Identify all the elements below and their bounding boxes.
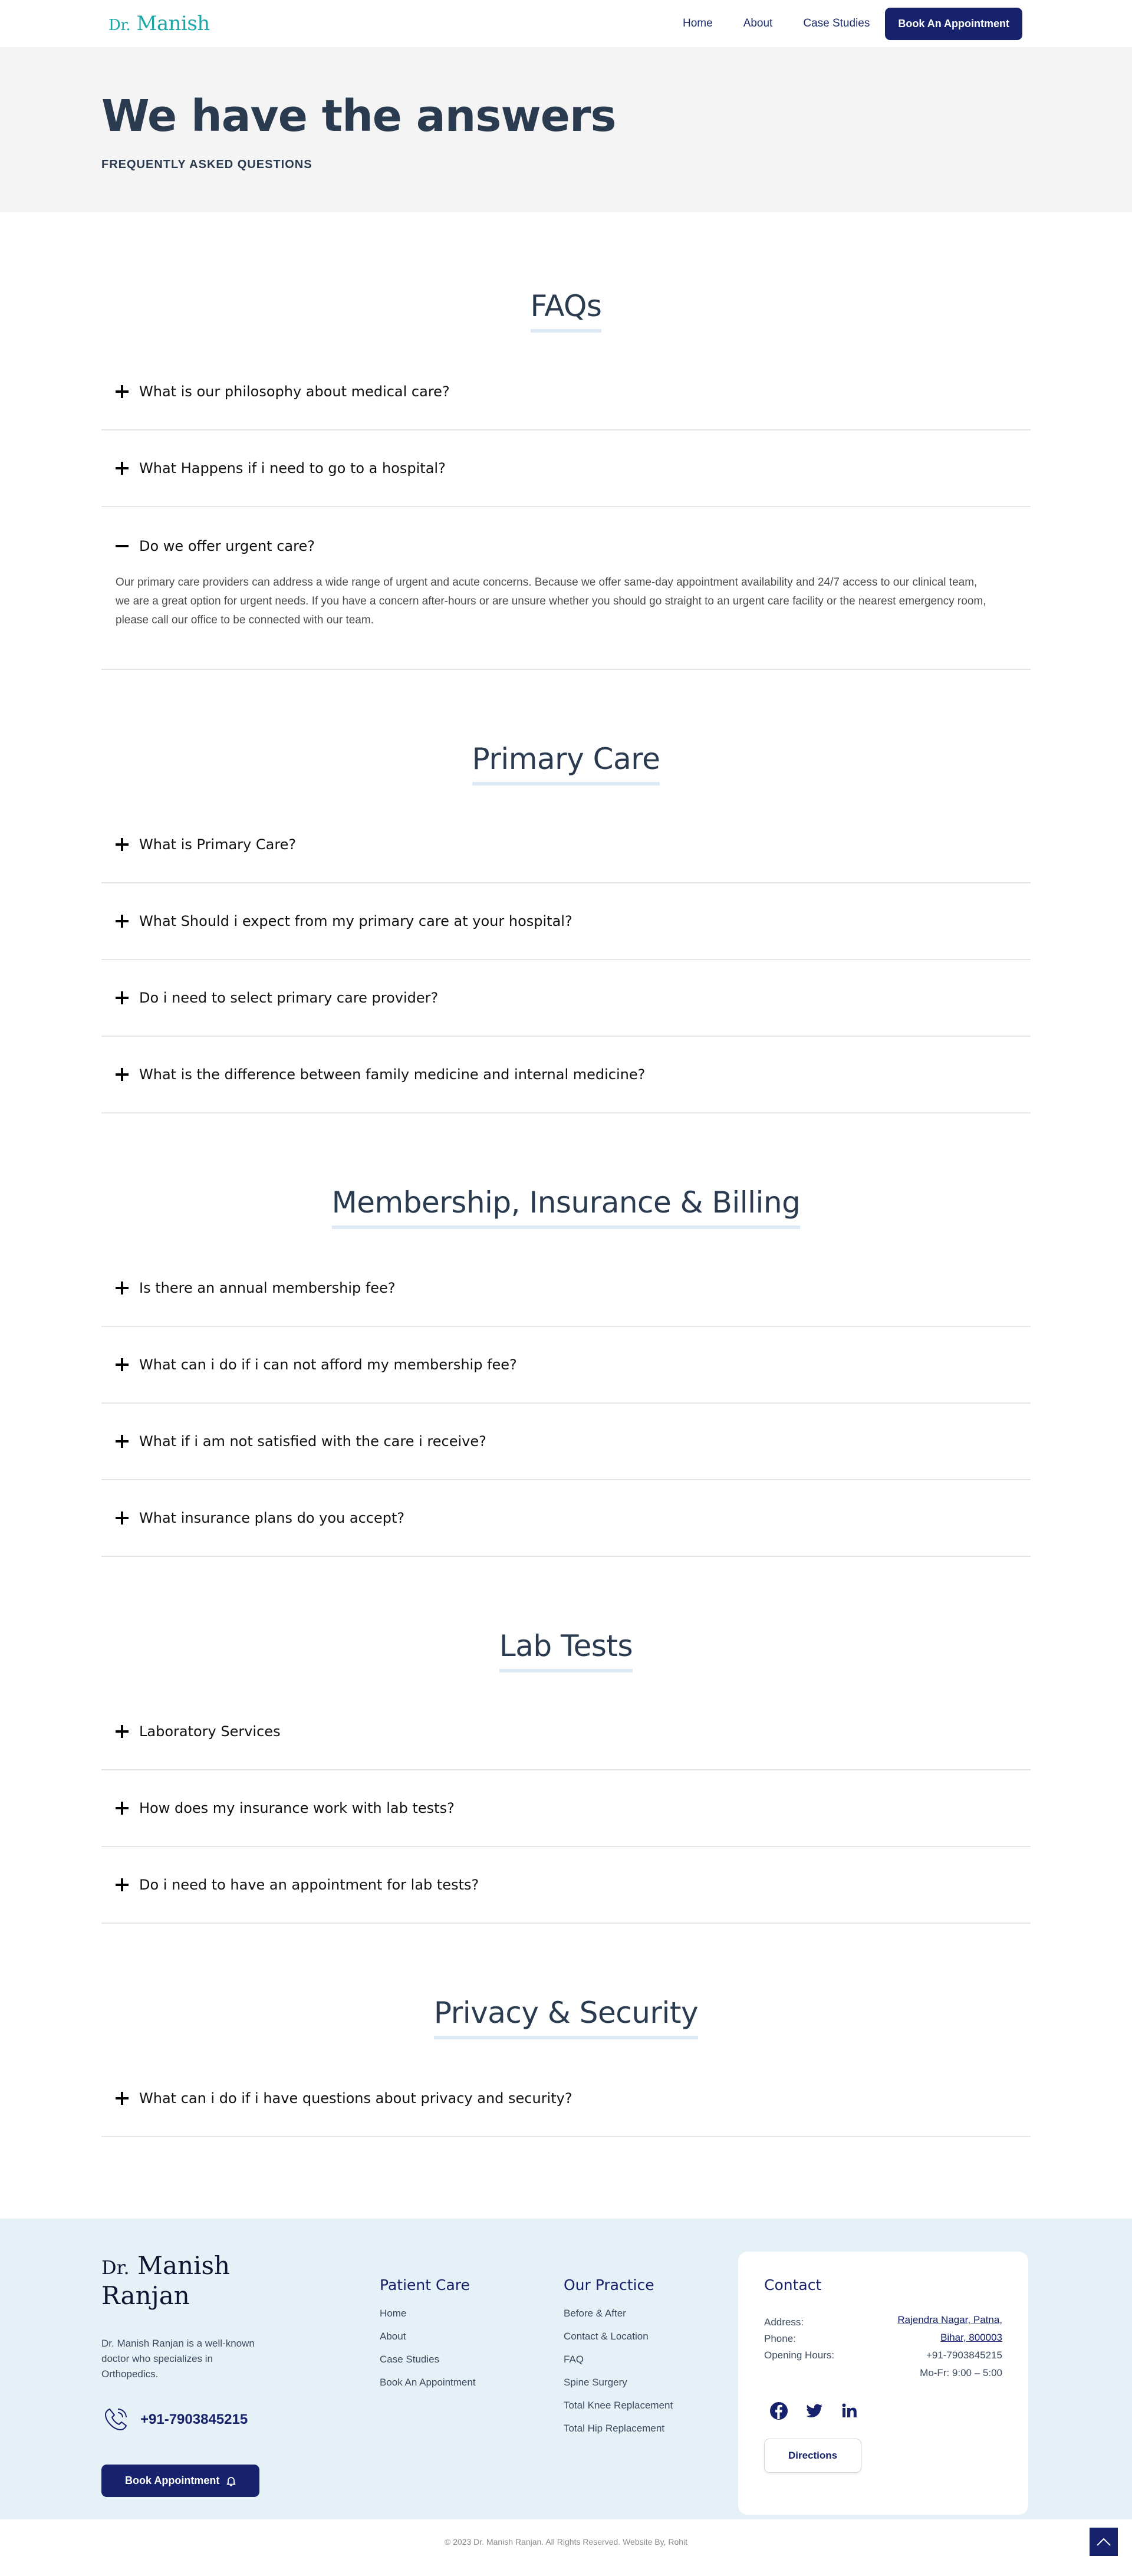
faq-question: Is there an annual membership fee?: [139, 1280, 396, 1296]
contact-phone-value: +91-7903845215: [926, 2350, 1002, 2361]
faq-question-toggle[interactable]: [101, 1327, 1031, 1402]
plus-icon: [116, 462, 129, 475]
faq-question-toggle[interactable]: [101, 1770, 1031, 1846]
faq-question-toggle[interactable]: [101, 2061, 1031, 2136]
footer-patient-care-title: Patient Care: [380, 2276, 470, 2294]
minus-icon: [116, 540, 129, 553]
footer-link-book-appointment[interactable]: Book An Appointment: [380, 2377, 476, 2388]
section-title: Lab Tests: [499, 1629, 633, 1673]
footer-link-case-studies[interactable]: Case Studies: [380, 2354, 440, 2365]
faq-item: [101, 1037, 1031, 1113]
footer-phone-number: +91-7903845215: [140, 2411, 248, 2427]
faq-item: [101, 431, 1031, 507]
faq-question-toggle[interactable]: [101, 883, 1031, 959]
plus-icon: [116, 385, 129, 398]
faq-question-toggle[interactable]: [101, 431, 1031, 506]
chevron-up-icon: [1096, 2537, 1111, 2547]
book-appointment-button[interactable]: Book An Appointment: [885, 8, 1022, 40]
faq-question: What insurance plans do you accept?: [139, 1510, 405, 1526]
logo-name: Manish: [136, 12, 210, 35]
contact-values: [897, 2311, 1002, 2382]
faq-section: [101, 1996, 1031, 2137]
faq-answer: Our primary care providers can address a wide range of urgent and acute concerns. Because we offer same-day appointment availability and 24/7 access to our clinical team, we are a great option for urgent needs. If you have a concern after-hours or are unsure whether you should go straight to an urgent care facility or the nearest emergency room, please call our office to be connected with our team.: [116, 576, 986, 626]
copyright-bar: [0, 2519, 1132, 2576]
plus-icon: [116, 1878, 129, 1891]
faq-question-toggle[interactable]: [101, 1037, 1031, 1112]
footer-book-appointment-button[interactable]: [101, 2465, 259, 2497]
faq-question-toggle[interactable]: [101, 960, 1031, 1036]
section-heading: [101, 742, 1031, 786]
plus-icon: [116, 1282, 129, 1294]
faq-question: How does my insurance work with lab tests?: [139, 1800, 455, 1816]
faq-question: What is the difference between family medicine and internal medicine?: [139, 1066, 646, 1083]
plus-icon: [116, 838, 129, 851]
faq-question-toggle[interactable]: [101, 1250, 1031, 1326]
faq-item: [101, 960, 1031, 1037]
faq-question: What Should i expect from my primary care at your hospital?: [139, 913, 572, 929]
hero-subtitle: FREQUENTLY ASKED QUESTIONS: [101, 158, 312, 171]
faq-question: Laboratory Services: [139, 1723, 281, 1740]
faq-item: [101, 507, 1031, 670]
site-logo[interactable]: [108, 12, 210, 35]
faq-question: What is Primary Care?: [139, 836, 297, 853]
contact-title: Contact: [764, 2276, 822, 2294]
site-footer: [0, 2219, 1132, 2519]
contact-address-label: Address:: [764, 2317, 804, 2328]
faq-question: What can i do if i have questions about privacy and security?: [139, 2090, 572, 2107]
footer-link-contact-location[interactable]: Contact & Location: [564, 2331, 649, 2342]
main-nav: [683, 8, 1022, 40]
footer-phone[interactable]: [101, 2406, 380, 2434]
faq-item: [101, 883, 1031, 960]
section-title: Membership, Insurance & Billing: [332, 1185, 801, 1229]
faq-question: What if i am not satisfied with the care i receive?: [139, 1433, 486, 1450]
contact-details: [764, 2311, 1002, 2382]
faq-item: [101, 2061, 1031, 2137]
footer-patient-care: [380, 2252, 564, 2519]
faq-question-toggle[interactable]: [101, 1480, 1031, 1556]
faq-question: Do we offer urgent care?: [139, 538, 315, 554]
footer-our-practice: [564, 2252, 738, 2519]
plus-icon: [116, 915, 129, 928]
contact-hours-value: Mo-Fr: 9:00 – 5:00: [920, 2367, 1002, 2378]
section-heading: [101, 1629, 1031, 1673]
faq-question-toggle[interactable]: [101, 354, 1031, 429]
faq-question-toggle[interactable]: [101, 807, 1031, 882]
hero-banner: [0, 47, 1132, 212]
directions-button[interactable]: Directions: [764, 2439, 861, 2473]
footer-link-about[interactable]: About: [380, 2331, 406, 2342]
scroll-to-top-button[interactable]: [1090, 2528, 1118, 2556]
plus-icon: [116, 1725, 129, 1738]
faq-question: What Happens if i need to go to a hospital?: [139, 460, 446, 477]
logo-prefix: Dr.: [108, 17, 131, 34]
faq-section: [101, 1629, 1031, 1924]
faq-item: [101, 1404, 1031, 1480]
footer-description: Dr. Manish Ranjan is a well-known doctor who specializes in Orthopedics.: [101, 2338, 255, 2380]
contact-labels: [764, 2311, 834, 2382]
plus-icon: [116, 1068, 129, 1081]
footer-link-home[interactable]: Home: [380, 2308, 407, 2319]
faq-question-toggle[interactable]: [101, 1694, 1031, 1769]
copyright-text: © 2023 Dr. Manish Ranjan. All Rights Reserved. Website By, Rohit: [444, 2537, 688, 2547]
nav-home[interactable]: Home: [683, 17, 713, 29]
faq-item: [101, 1770, 1031, 1847]
footer-link-knee-replacement[interactable]: Total Knee Replacement: [564, 2400, 673, 2411]
bell-icon: [226, 2476, 236, 2486]
footer-name-first: Manish: [137, 2251, 231, 2280]
hero-title: We have the answers: [101, 91, 616, 142]
section-title: Privacy & Security: [434, 1996, 698, 2039]
faq-section: [101, 289, 1031, 670]
section-title: FAQs: [531, 289, 602, 333]
contact-address-line1[interactable]: Rajendra Nagar, Patna,: [897, 2314, 1002, 2325]
footer-link-hip-replacement[interactable]: Total Hip Replacement: [564, 2423, 665, 2434]
footer-link-spine-surgery[interactable]: Spine Surgery: [564, 2377, 627, 2388]
contact-hours-label: Opening Hours:: [764, 2350, 835, 2361]
footer-link-before-after[interactable]: Before & After: [564, 2308, 626, 2319]
faq-question: What can i do if i can not afford my membership fee?: [139, 1356, 517, 1373]
footer-link-faq[interactable]: FAQ: [564, 2354, 584, 2365]
faq-question-toggle[interactable]: [101, 1404, 1031, 1479]
faq-question: Do i need to select primary care provider?: [139, 990, 439, 1006]
twitter-icon[interactable]: [804, 2401, 824, 2421]
faq-item: [101, 1250, 1031, 1327]
plus-icon: [116, 1512, 129, 1524]
nav-case-studies[interactable]: Case Studies: [803, 17, 870, 29]
footer-book-label: Book Appointment: [125, 2475, 220, 2486]
contact-phone-label: Phone:: [764, 2333, 796, 2344]
footer-about: [101, 2252, 380, 2519]
plus-icon: [116, 1435, 129, 1448]
site-header: [0, 0, 1132, 47]
faq-item: [101, 1480, 1031, 1557]
footer-doctor-name: [101, 2252, 380, 2310]
section-heading: [101, 1185, 1031, 1229]
faq-question: Do i need to have an appointment for lab tests?: [139, 1877, 479, 1893]
linkedin-icon[interactable]: [840, 2401, 860, 2421]
section-heading: [101, 1996, 1031, 2039]
footer-name-prefix: Dr.: [101, 2256, 130, 2279]
contact-card: [738, 2252, 1028, 2515]
plus-icon: [116, 991, 129, 1004]
faq-question: What is our philosophy about medical care?: [139, 383, 450, 400]
facebook-icon[interactable]: [769, 2401, 789, 2421]
faq-section: [101, 742, 1031, 1113]
faq-item: [101, 807, 1031, 883]
nav-about[interactable]: About: [743, 17, 773, 29]
plus-icon: [116, 1358, 129, 1371]
contact-address-line2[interactable]: Bihar, 800003: [940, 2332, 1002, 2343]
social-links: [764, 2401, 1002, 2421]
faq-section: [101, 1185, 1031, 1557]
section-title: Primary Care: [472, 742, 660, 786]
faq-item: [101, 1694, 1031, 1770]
plus-icon: [116, 1802, 129, 1815]
footer-our-practice-title: Our Practice: [564, 2276, 654, 2294]
faq-content: [0, 212, 1132, 2137]
phone-icon: [101, 2406, 130, 2434]
faq-item: [101, 354, 1031, 431]
plus-icon: [116, 2092, 129, 2105]
faq-item: [101, 1847, 1031, 1924]
faq-item: [101, 1327, 1031, 1404]
section-heading: [101, 289, 1031, 333]
faq-question-toggle[interactable]: [101, 1847, 1031, 1923]
footer-name-last: Ranjan: [101, 2281, 190, 2310]
